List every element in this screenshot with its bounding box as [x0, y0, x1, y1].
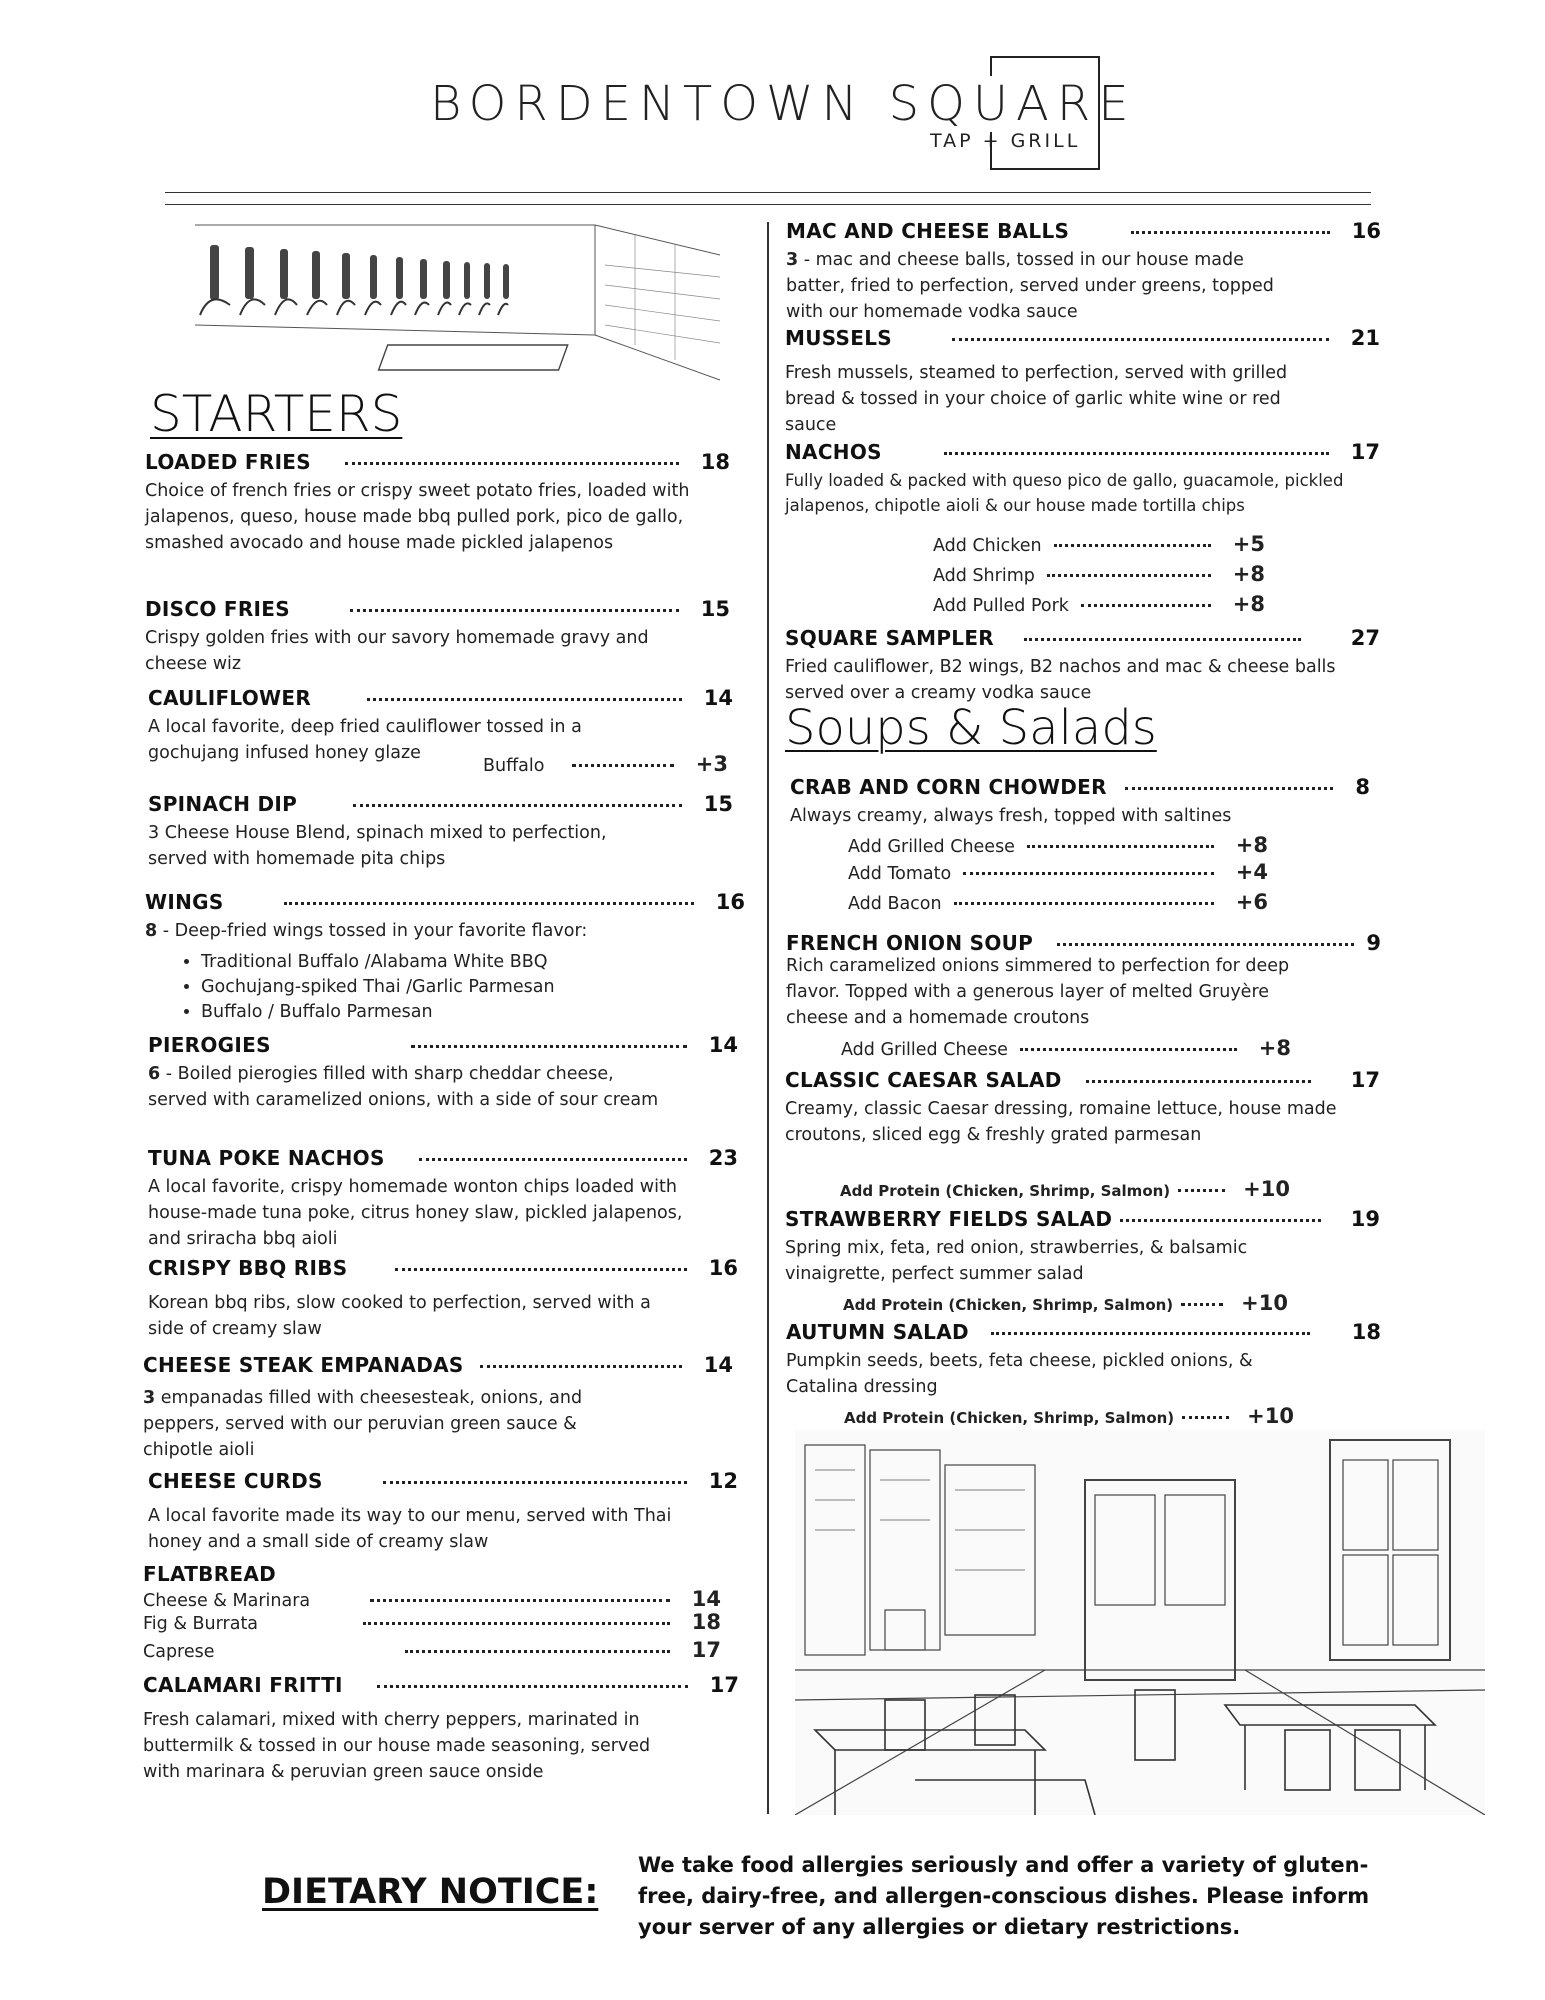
item-name: MUSSELS	[785, 326, 892, 350]
leader-dots	[1086, 1080, 1311, 1083]
option-name: Cheese & Marinara	[143, 1591, 311, 1611]
item-description: A local favorite, deep fried cauliflower tossed in a gochujang infused honey glaze	[148, 717, 582, 763]
leader-dots	[1020, 1048, 1237, 1051]
item-description: A local favorite made its way to our menu, served with Thai honey and a small side of creamy slaw	[148, 1506, 672, 1552]
leader-dots	[1054, 544, 1211, 547]
addon-row	[844, 1404, 1294, 1428]
addon-price: +8	[1232, 592, 1265, 616]
header-rule-bottom	[165, 204, 1371, 205]
leader-dots	[367, 698, 682, 701]
item-name: TUNA POKE NACHOS	[148, 1146, 385, 1170]
flatbread-option	[143, 1587, 721, 1611]
addon-row	[843, 1291, 1288, 1315]
header-rule-top	[165, 192, 1371, 193]
leader-dots	[1057, 943, 1354, 946]
item-description: 3 Cheese House Blend, spinach mixed to perfection, served with homemade pita chips	[148, 823, 607, 869]
item-name: CRAB AND CORN CHOWDER	[790, 775, 1107, 799]
flavor-option: • Traditional Buffalo /Alabama White BBQ	[201, 950, 745, 975]
brand-tagline: TAP + GRILL	[930, 130, 1081, 152]
addon-name: Add Shrimp	[933, 566, 1035, 586]
item-price: 14	[703, 1353, 733, 1377]
item-description: Fully loaded & packed with queso pico de gallo, guacamole, pickled jalapenos, chipotle aioli & our house made tortilla chips	[785, 471, 1344, 515]
item-description: A local favorite, crispy homemade wonton chips loaded with house-made tuna poke, citrus honey slaw, pickled jalapenos, and sriracha bbq aioli	[148, 1177, 683, 1249]
flavor-option: • Buffalo / Buffalo Parmesan	[201, 1000, 745, 1025]
leader-dots	[1125, 787, 1334, 790]
option-name: Fig & Burrata	[143, 1614, 259, 1634]
flavor-option: • Gochujang-spiked Thai /Garlic Parmesan	[201, 975, 745, 1000]
menu-item	[145, 890, 745, 1025]
item-description: Spring mix, feta, red onion, strawberries, & balsamic vinaigrette, perfect summer salad	[785, 1238, 1248, 1284]
item-name: DISCO FRIES	[145, 597, 290, 621]
item-name: CALAMARI FRITTI	[143, 1673, 343, 1697]
item-description: Choice of french fries or crispy sweet potato fries, loaded with jalapenos, queso, house made bbq pulled pork, pico de gallo, smashed avocado and house made pickled jalapenos	[145, 481, 690, 553]
item-name: CRISPY BBQ RIBS	[148, 1256, 348, 1280]
addon-name: Add Protein (Chicken, Shrimp, Salmon)	[843, 1296, 1174, 1314]
menu-item	[148, 1146, 738, 1252]
leader-dots	[345, 462, 679, 465]
flatbread-option	[143, 1638, 721, 1662]
addon-price: +6	[1235, 890, 1268, 914]
leader-dots	[1024, 638, 1301, 641]
item-description: Always creamy, always fresh, topped with saltines	[790, 806, 1232, 826]
menu-item	[786, 219, 1381, 325]
item-description: Rich caramelized onions simmered to perfection for deep flavor. Topped with a generous layer of melted Gruyère cheese and a homemade croutons	[786, 956, 1290, 1028]
item-price: 27	[1350, 626, 1380, 650]
item-name: STRAWBERRY FIELDS SALAD	[785, 1207, 1113, 1231]
item-price: 18	[700, 450, 730, 474]
menu-item	[148, 792, 733, 872]
addon-name: Add Protein (Chicken, Shrimp, Salmon)	[840, 1182, 1171, 1200]
menu-item	[145, 597, 730, 677]
addon-name: Add Grilled Cheese	[841, 1040, 1008, 1060]
option-price: 18	[691, 1610, 721, 1634]
option-name: Caprese	[143, 1642, 215, 1662]
addon-price: +8	[1235, 833, 1268, 857]
leader-dots	[363, 1622, 670, 1625]
item-description-text: - Deep-fried wings tossed in your favorite flavor:	[157, 921, 588, 941]
item-name: PIEROGIES	[148, 1033, 271, 1057]
item-description: Fried cauliflower, B2 wings, B2 nachos and mac & cheese balls served over a creamy vodka sauce	[785, 657, 1336, 703]
menu-item	[785, 1068, 1380, 1148]
addon-row	[841, 1036, 1291, 1060]
leader-dots	[572, 764, 673, 767]
item-description: Crispy golden fries with our savory homemade gravy and cheese wiz	[145, 628, 649, 674]
item-name: CHEESE STEAK EMPANADAS	[143, 1353, 464, 1377]
item-price: 23	[708, 1146, 738, 1170]
item-price: 12	[708, 1469, 738, 1493]
menu-item	[785, 326, 1380, 438]
item-price: 19	[1350, 1207, 1380, 1231]
leader-dots	[1131, 231, 1330, 234]
item-description: Fresh calamari, mixed with cherry peppers, marinated in buttermilk & tossed in our house made seasoning, served with marinara & peruvian green sauce onside	[143, 1710, 651, 1782]
menu-item	[786, 1320, 1381, 1400]
addon-name: Add Protein (Chicken, Shrimp, Salmon)	[844, 1409, 1175, 1427]
addon-price: +10	[1241, 1291, 1288, 1315]
addon-price: +8	[1258, 1036, 1291, 1060]
menu-item	[786, 931, 1381, 1031]
leader-dots	[405, 1650, 670, 1653]
addon-row	[848, 890, 1268, 914]
item-description-text: - mac and cheese balls, tossed in our house made batter, fried to perfection, served under greens, topped with our homemade vodka sauce	[786, 250, 1274, 322]
menu-item	[785, 1207, 1380, 1287]
item-description	[145, 918, 705, 944]
item-description	[148, 1061, 678, 1113]
item-count: 3	[786, 250, 799, 270]
leader-dots	[991, 1332, 1310, 1335]
dietary-notice-title: DIETARY NOTICE:	[262, 1872, 599, 1912]
brand-name: BORDENTOWN SQUARE	[430, 76, 1137, 132]
menu-item	[148, 1033, 738, 1113]
item-description-text: - Boiled pierogies filled with sharp cheddar cheese, served with caramelized onions, with a side of sour cream	[148, 1064, 659, 1110]
leader-dots	[954, 902, 1214, 905]
item-price: 14	[703, 686, 733, 710]
menu-item	[790, 775, 1370, 829]
item-price: 9	[1366, 931, 1381, 955]
item-price: 17	[709, 1673, 739, 1697]
leader-dots	[377, 1685, 688, 1688]
addon-name: Add Pulled Pork	[933, 596, 1069, 616]
leader-dots	[1120, 1219, 1321, 1222]
soups-salads-title: Soups & Salads	[785, 700, 1157, 756]
item-name: CAULIFLOWER	[148, 686, 312, 710]
item-description: Fresh mussels, steamed to perfection, served with grilled bread & tossed in your choice of garlic white wine or red sauce	[785, 363, 1288, 435]
addon-price: +10	[1243, 1177, 1290, 1201]
item-name: FRENCH ONION SOUP	[786, 931, 1034, 955]
menu-item-flatbread	[143, 1562, 276, 1586]
item-name: SQUARE SAMPLER	[785, 626, 994, 650]
leader-dots	[1181, 1303, 1223, 1306]
addon-price: +4	[1235, 860, 1268, 884]
addon-row	[848, 833, 1268, 857]
logo	[0, 0, 1545, 190]
item-description: Korean bbq ribs, slow cooked to perfection, served with a side of creamy slaw	[148, 1293, 651, 1339]
dietary-notice-text: We take food allergies seriously and offer a variety of gluten-free, dairy-free, and allergen-conscious dishes. Please inform your server of any allergies or dietary restrictions.	[638, 1853, 1370, 1939]
leader-dots	[370, 1599, 670, 1602]
menu-item	[148, 1469, 738, 1555]
item-price: 17	[1350, 440, 1380, 464]
column-divider	[767, 222, 769, 1814]
addon-row	[840, 1177, 1290, 1201]
item-description	[143, 1385, 643, 1463]
item-name: SPINACH DIP	[148, 792, 298, 816]
item-description-text: empanadas filled with cheesesteak, onions, and peppers, served with our peruvian green sauce & chipotle aioli	[143, 1388, 583, 1460]
leader-dots	[383, 1481, 687, 1484]
menu-item	[145, 450, 730, 556]
item-price: 14	[708, 1033, 738, 1057]
leader-dots	[1081, 604, 1211, 607]
leader-dots	[1182, 1416, 1229, 1419]
flavor-list	[145, 950, 745, 1025]
menu-item	[785, 440, 1380, 518]
leader-dots	[952, 338, 1329, 341]
item-price: 8	[1355, 775, 1370, 799]
item-count: 6	[148, 1064, 161, 1084]
option-price: 17	[691, 1638, 721, 1662]
addon-row	[483, 752, 728, 776]
leader-dots	[1027, 845, 1214, 848]
leader-dots	[419, 1158, 687, 1161]
item-price: 16	[1351, 219, 1381, 243]
item-price: 17	[1350, 1068, 1380, 1092]
addon-name: Add Chicken	[933, 536, 1042, 556]
addon-row	[933, 532, 1265, 556]
addon-name: Add Bacon	[848, 894, 942, 914]
item-description: Creamy, classic Caesar dressing, romaine lettuce, house made croutons, sliced egg & freshly grated parmesan	[785, 1099, 1337, 1145]
addon-name: Buffalo	[483, 756, 545, 776]
leader-dots	[411, 1045, 687, 1048]
addon-price: +10	[1247, 1404, 1294, 1428]
item-name: NACHOS	[785, 440, 882, 464]
flatbread-option	[143, 1610, 721, 1634]
leader-dots	[480, 1365, 682, 1368]
item-price: 15	[700, 597, 730, 621]
item-count: 8	[145, 921, 158, 941]
menu-item	[143, 1673, 739, 1785]
leader-dots	[963, 872, 1214, 875]
addon-name: Add Tomato	[848, 864, 952, 884]
menu-item	[148, 1256, 738, 1342]
item-name: FLATBREAD	[143, 1562, 277, 1586]
item-description: Pumpkin seeds, beets, feta cheese, pickled onions, & Catalina dressing	[786, 1351, 1253, 1397]
addon-row	[848, 860, 1268, 884]
starters-title: STARTERS	[150, 385, 403, 443]
addon-name: Add Grilled Cheese	[848, 837, 1015, 857]
item-name: MAC AND CHEESE BALLS	[786, 219, 1070, 243]
item-description	[786, 247, 1306, 325]
addon-row	[933, 562, 1265, 586]
item-name: LOADED FRIES	[145, 450, 311, 474]
leader-dots	[944, 452, 1329, 455]
beer-tap-sketch-icon	[195, 215, 720, 385]
item-price: 16	[708, 1256, 738, 1280]
item-price: 18	[1351, 1320, 1381, 1344]
leader-dots	[1178, 1189, 1225, 1192]
leader-dots	[350, 609, 679, 612]
item-price: 21	[1350, 326, 1380, 350]
item-name: AUTUMN SALAD	[786, 1320, 969, 1344]
addon-row	[933, 592, 1265, 616]
leader-dots	[1047, 574, 1211, 577]
addon-price: +5	[1232, 532, 1265, 556]
addon-price: +8	[1232, 562, 1265, 586]
dining-room-sketch-icon	[795, 1430, 1485, 1815]
item-name: CHEESE CURDS	[148, 1469, 323, 1493]
leader-dots	[353, 804, 682, 807]
menu-item	[143, 1353, 733, 1463]
item-name: WINGS	[145, 890, 224, 914]
option-price: 14	[691, 1587, 721, 1611]
item-price: 15	[703, 792, 733, 816]
item-count: 3	[143, 1388, 156, 1408]
leader-dots	[284, 902, 694, 905]
leader-dots	[395, 1268, 686, 1271]
addon-price: +3	[695, 752, 728, 776]
item-name: CLASSIC CAESAR SALAD	[785, 1068, 1062, 1092]
menu-item	[785, 626, 1380, 706]
item-price: 16	[715, 890, 745, 914]
